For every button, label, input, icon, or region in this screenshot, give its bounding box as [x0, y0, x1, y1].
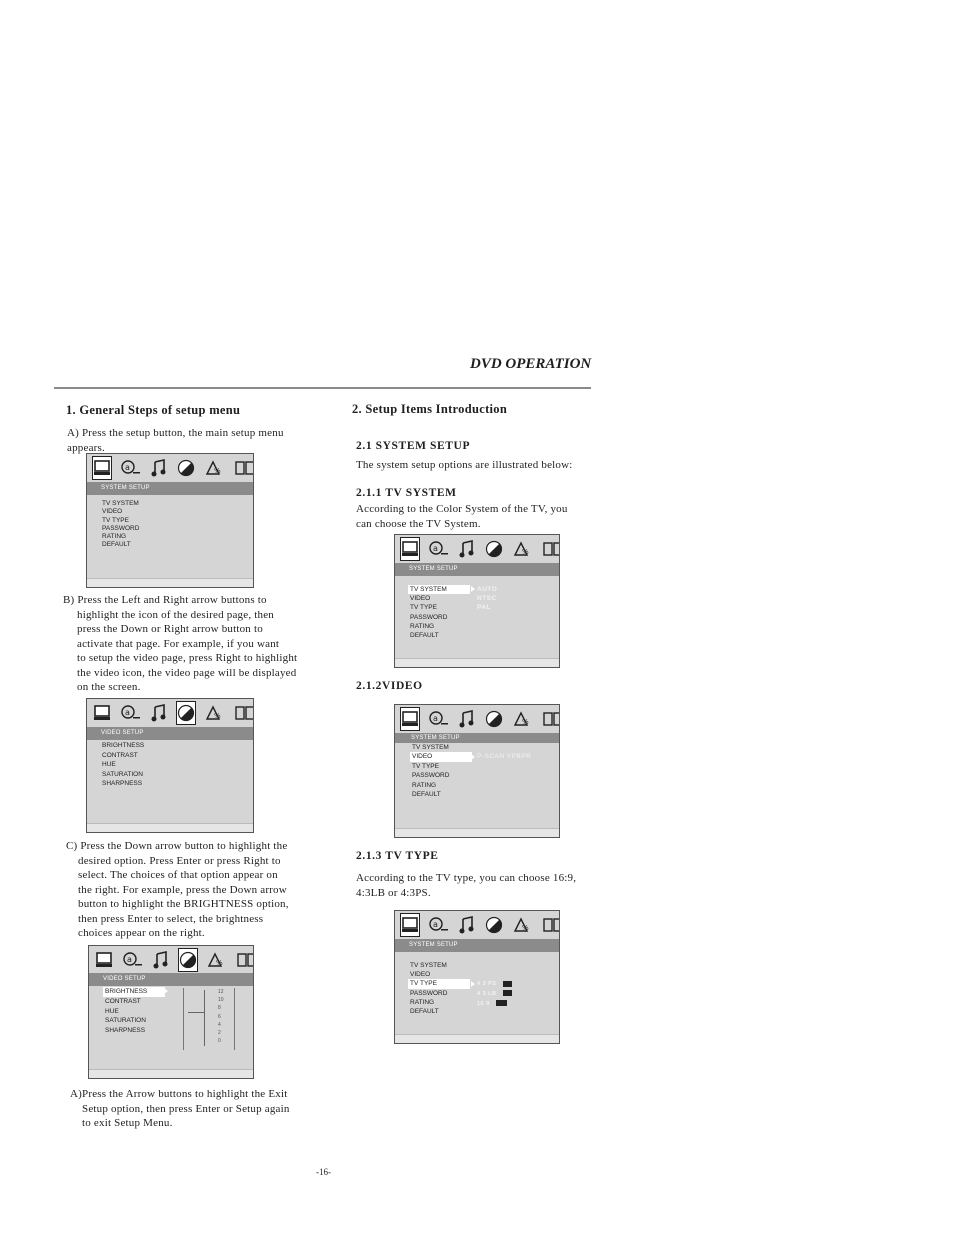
system-setup-heading: 2.1 SYSTEM SETUP: [356, 440, 471, 452]
step-c-text: [66, 839, 316, 941]
menu-item[interactable]: TV TYPE: [410, 604, 437, 612]
svg-text:%: %: [214, 712, 221, 720]
menu-item-selected[interactable]: TV SYSTEM: [408, 585, 470, 594]
svg-text:%: %: [522, 924, 529, 932]
menu-item[interactable]: TV TYPE: [102, 516, 129, 524]
step-c-line: button to highlight the BRIGHTNESS option,: [78, 898, 289, 910]
right-heading: 2. Setup Items Introduction: [352, 402, 508, 416]
selection-arrow-icon: [471, 754, 475, 760]
option-label: 16 9: [477, 1000, 490, 1007]
language-icon[interactable]: [121, 457, 141, 479]
setup-menu-screen-main: [86, 453, 254, 588]
tv-system-icon[interactable]: [401, 538, 419, 560]
menu-item[interactable]: TV SYSTEM: [412, 744, 449, 751]
step-c-line: then press Enter to select, the brightness: [78, 912, 264, 925]
video-output-options: [477, 752, 531, 761]
video-menu-list: [100, 741, 162, 789]
setup-icon-bar: [395, 535, 559, 563]
tv-type-heading: 2.1.3 TV TYPE: [356, 850, 439, 862]
step-b-line: to setup the video page, press Right to highlight: [77, 652, 298, 664]
option-item[interactable]: AUTO: [477, 586, 498, 593]
video-icon[interactable]: [485, 708, 503, 730]
video-icon[interactable]: [485, 914, 503, 936]
svg-text:a: a: [125, 463, 130, 472]
page-number: -16-: [316, 1167, 331, 1177]
menu-title-bar: SYSTEM SETUP: [395, 733, 559, 743]
language-icon[interactable]: [123, 949, 143, 971]
svg-text:a: a: [433, 544, 438, 553]
speaker-icon[interactable]: [207, 949, 227, 971]
brightness-scale[interactable]: [183, 988, 235, 1050]
video-icon[interactable]: [177, 457, 195, 479]
menu-item[interactable]: SATURATION: [105, 1017, 146, 1025]
tv-type-line: 4:3LB or 4:3PS.: [356, 886, 431, 899]
tick-label: 12: [218, 989, 224, 995]
tv-aspect-icon: [503, 990, 512, 996]
step-a-text: A) Press the setup button, the main setup menu appears.: [67, 427, 284, 454]
option-item[interactable]: PAL: [477, 604, 492, 612]
tv-type-options: [477, 980, 512, 1009]
option-item[interactable]: [477, 990, 512, 1000]
menu-item[interactable]: DEFAULT: [410, 632, 439, 640]
screen-footer: [395, 1034, 559, 1043]
system-menu-list: [100, 500, 162, 550]
video-icon[interactable]: [177, 702, 195, 724]
svg-text:%: %: [522, 718, 529, 726]
video-heading: 2.1.2VIDEO: [356, 680, 423, 692]
screen-footer: [87, 823, 253, 832]
selection-arrow-icon: [471, 981, 475, 987]
step-c-line: the right. For example, press the Down arrow: [78, 883, 287, 896]
selection-arrow-icon: [471, 586, 475, 592]
audio-music-icon[interactable]: [459, 538, 475, 560]
audio-music-icon[interactable]: [459, 914, 475, 936]
speaker-icon[interactable]: [205, 457, 225, 479]
menu-item[interactable]: BRIGHTNESS: [102, 742, 145, 749]
step-b-line: press the Down or Right arrow button to: [77, 623, 263, 635]
step-b-line: activate that page. For example, if you want: [77, 637, 280, 650]
tv-system-icon[interactable]: [401, 708, 419, 730]
tv-system-line: can choose the TV System.: [356, 517, 481, 530]
menu-item-selected[interactable]: VIDEO: [410, 752, 472, 761]
step-c-line: select. The choices of that option appear on: [78, 869, 278, 881]
setup-menu-screen-video: [86, 698, 254, 833]
menu-item[interactable]: DEFAULT: [410, 1008, 439, 1016]
tick-label: 10: [218, 997, 224, 1004]
setup-icon-bar: [395, 911, 559, 939]
setup-icon-bar: [89, 946, 253, 974]
tv-system-options: [477, 585, 497, 613]
screen-footer: [89, 1069, 253, 1078]
dolby-icon[interactable]: [237, 949, 254, 971]
menu-title-bar: VIDEO SETUP: [89, 973, 253, 986]
setup-menu-screen-brightness: [88, 945, 254, 1079]
option-item[interactable]: P-SCAN YPBPR: [477, 753, 532, 760]
menu-item[interactable]: RATING: [410, 622, 435, 630]
svg-text:%: %: [216, 959, 223, 967]
tv-system-icon[interactable]: [95, 949, 113, 971]
tick-label: 2: [218, 1030, 221, 1037]
brightness-level-marker: [188, 1012, 204, 1013]
tv-system-icon[interactable]: [401, 914, 419, 936]
svg-text:%: %: [522, 548, 529, 556]
system-setup-text: The system setup options are illustrated below:: [356, 459, 573, 471]
tv-type-text: [356, 871, 596, 900]
header-rule: [54, 387, 591, 389]
tv-system-heading: 2.1.1 TV SYSTEM: [356, 487, 457, 499]
menu-title-bar: VIDEO SETUP: [87, 727, 253, 740]
tick-label: 6: [218, 1013, 221, 1020]
option-label: 4 3 PS: [477, 981, 497, 987]
tv-aspect-icon: [496, 1000, 507, 1006]
system-menu-list: [408, 961, 470, 1016]
selection-arrow-icon: [164, 988, 168, 994]
step-b-line: B) Press the Left and Right arrow buttons to: [63, 594, 267, 606]
step-exit-text: [70, 1087, 320, 1131]
menu-item[interactable]: DEFAULT: [102, 541, 131, 549]
brightness-scale-track: [204, 990, 209, 1046]
dolby-icon[interactable]: [543, 708, 560, 730]
screen-footer: [395, 658, 559, 667]
setup-icon-bar: [87, 454, 253, 482]
step-c-line: C) Press the Down arrow button to highlight the: [66, 840, 288, 852]
audio-music-icon[interactable]: [151, 457, 167, 479]
tick-label: 4: [218, 1021, 221, 1028]
menu-item[interactable]: CONTRAST: [102, 751, 138, 759]
menu-item[interactable]: VIDEO: [410, 595, 431, 603]
menu-item[interactable]: TV SYSTEM: [410, 962, 447, 969]
svg-text:a: a: [433, 714, 438, 723]
menu-item[interactable]: HUE: [105, 1007, 119, 1015]
menu-item[interactable]: SHARPNESS: [105, 1027, 146, 1035]
tv-system-icon[interactable]: [93, 457, 111, 479]
option-item[interactable]: NTSC: [477, 595, 497, 603]
brightness-tick-labels: [218, 988, 224, 1045]
dolby-icon[interactable]: [543, 914, 560, 936]
menu-item[interactable]: RATING: [102, 533, 127, 541]
menu-title-bar: SYSTEM SETUP: [395, 563, 559, 576]
speaker-icon[interactable]: [513, 708, 533, 730]
option-label: 4 3 LB: [477, 990, 497, 997]
menu-item[interactable]: HUE: [102, 761, 116, 769]
audio-music-icon[interactable]: [153, 949, 169, 971]
svg-text:%: %: [214, 467, 221, 475]
language-icon[interactable]: [429, 708, 449, 730]
menu-item[interactable]: TV SYSTEM: [102, 500, 139, 507]
language-icon[interactable]: [121, 702, 141, 724]
language-icon[interactable]: [429, 914, 449, 936]
step-c-line: choices appear on the right.: [78, 927, 205, 939]
video-icon[interactable]: [485, 538, 503, 560]
speaker-icon[interactable]: [513, 538, 533, 560]
setup-menu-screen-tv-type: [394, 910, 560, 1044]
audio-music-icon[interactable]: [459, 708, 475, 730]
option-item[interactable]: [477, 980, 512, 990]
audio-music-icon[interactable]: [151, 702, 167, 724]
menu-item[interactable]: PASSWORD: [102, 524, 140, 532]
left-heading: 1. General Steps of setup menu: [66, 403, 241, 417]
tv-aspect-icon: [503, 981, 512, 987]
dolby-icon[interactable]: [543, 538, 560, 560]
menu-title-bar: SYSTEM SETUP: [395, 939, 559, 952]
language-icon[interactable]: [429, 538, 449, 560]
svg-text:a: a: [127, 955, 132, 964]
screen-footer: [87, 578, 253, 587]
page-header-title: DVD OPERATION: [470, 356, 592, 372]
system-menu-list: [410, 743, 472, 799]
menu-item[interactable]: TV TYPE: [412, 762, 439, 770]
menu-item[interactable]: VIDEO: [410, 971, 431, 979]
tick-label: 0: [218, 1038, 221, 1045]
tv-system-text: [356, 502, 596, 531]
step-b-line: the video icon, the video page will be displayed: [77, 666, 297, 679]
menu-item[interactable]: SHARPNESS: [102, 780, 143, 788]
step-b-line: highlight the icon of the desired page, then: [77, 608, 274, 621]
speaker-icon[interactable]: [205, 702, 225, 724]
tv-system-line: According to the Color System of the TV, you: [356, 503, 568, 515]
setup-menu-screen-tv-system: [394, 534, 560, 668]
speaker-icon[interactable]: [513, 914, 533, 936]
tv-type-line: According to the TV type, you can choose 16:9,: [356, 872, 577, 884]
menu-title-bar: SYSTEM SETUP: [87, 482, 253, 495]
setup-icon-bar: [395, 705, 559, 733]
setup-icon-bar: [87, 699, 253, 727]
menu-item[interactable]: CONTRAST: [105, 997, 141, 1005]
step-exit-line: to exit Setup Menu.: [82, 1117, 173, 1129]
svg-text:a: a: [125, 708, 130, 717]
menu-item[interactable]: RATING: [410, 998, 435, 1006]
video-icon[interactable]: [179, 949, 197, 971]
menu-item[interactable]: PASSWORD: [412, 772, 450, 780]
menu-item[interactable]: DEFAULT: [412, 791, 441, 799]
screen-footer: [395, 828, 559, 837]
menu-item[interactable]: SATURATION: [102, 770, 143, 778]
step-exit-line: A)Press the Arrow buttons to highlight the Exit: [70, 1088, 288, 1100]
system-menu-list: [408, 585, 470, 640]
option-item[interactable]: [477, 1000, 512, 1010]
tick-label: 8: [218, 1005, 221, 1012]
menu-item-selected[interactable]: TV TYPE: [408, 979, 470, 988]
dolby-icon[interactable]: [235, 702, 254, 724]
step-b-line: on the screen.: [77, 681, 141, 693]
menu-item[interactable]: PASSWORD: [410, 989, 448, 997]
video-menu-list: [103, 987, 165, 1036]
svg-text:a: a: [433, 920, 438, 929]
step-exit-line: Setup option, then press Enter or Setup again: [82, 1102, 290, 1115]
tv-system-icon[interactable]: [93, 702, 111, 724]
step-b-text: [63, 593, 313, 695]
menu-item[interactable]: RATING: [412, 781, 437, 789]
menu-item-selected[interactable]: BRIGHTNESS: [103, 987, 165, 997]
setup-menu-screen-video-output: [394, 704, 560, 838]
menu-item[interactable]: VIDEO: [102, 508, 123, 516]
menu-item[interactable]: PASSWORD: [410, 613, 448, 621]
dolby-icon[interactable]: [235, 457, 254, 479]
step-c-line: desired option. Press Enter or press Right to: [78, 854, 281, 867]
